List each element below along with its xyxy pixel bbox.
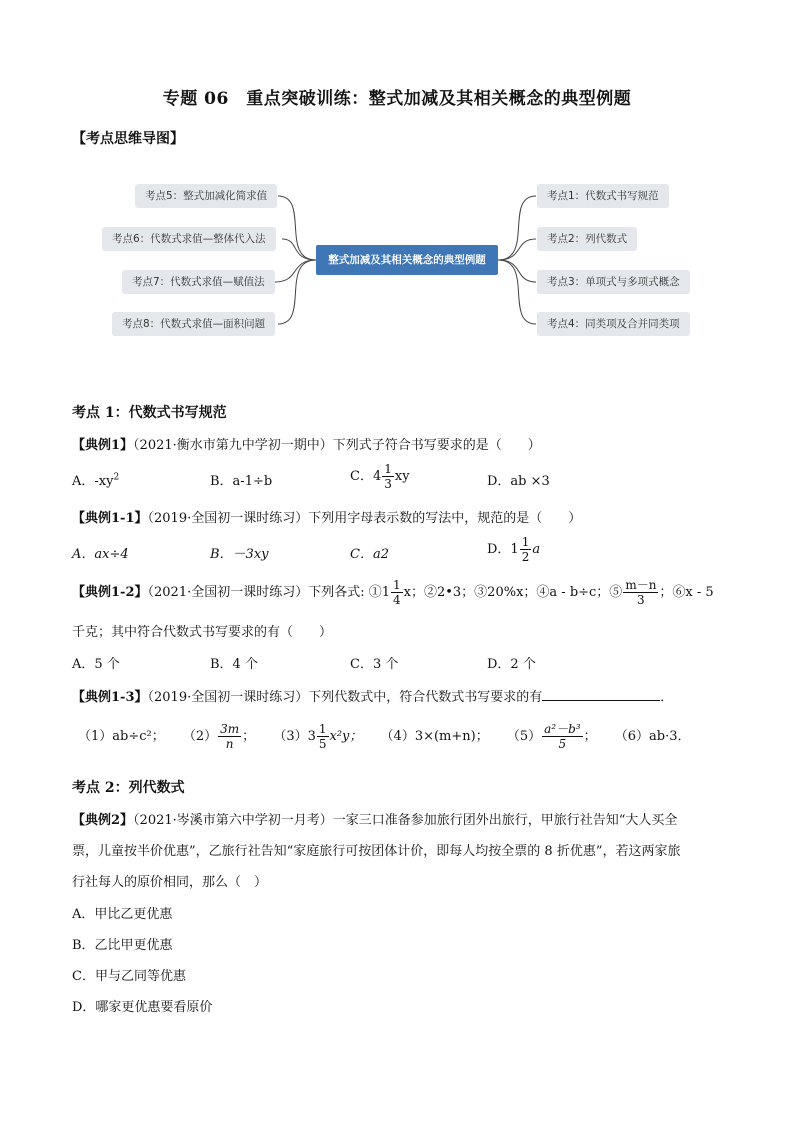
example-2-option-c: C．甲与乙同等优惠: [72, 969, 186, 984]
example-1-1-option-b: B．－3xy: [210, 547, 269, 562]
mindmap-node-right-4: 考点4：同类项及合并同类项: [537, 312, 690, 336]
example-2-question: 【典例2】（2021·岑溪市第六中学初一月考）一家三口准备参加旅行团外出旅行，甲旅行社告知“大人买全: [72, 813, 678, 828]
example-1-2-option-d: D．2 个: [487, 657, 536, 672]
example-text: （2021·衡水市第九中学初一期中）下列式子符合书写要求的是（ ）: [133, 438, 541, 453]
example-1-question: [72, 434, 541, 453]
example-1-1-question: [72, 507, 581, 526]
section1-heading: 考点 1：代数式书写规范: [72, 405, 227, 421]
example-2-option-b: B．乙比甲更优惠: [72, 938, 173, 953]
connector-left-4: [278, 260, 316, 324]
example-1-1-option-a: A．ax÷4: [72, 547, 129, 562]
example-1-option-a: A．$-xy^2$: [72, 472, 120, 489]
fraction: $\frac{1}{5}$: [318, 722, 327, 751]
example-1-2-question-line2: 千克；其中符合代数式书写要求的有（ ）: [72, 625, 333, 640]
example-1-1-option-d: D．1 $\frac{1}{2}$ a: [487, 535, 541, 564]
example-label: 【典例2】: [72, 813, 134, 828]
example-1-option-c: C．4 $\frac{1}{3}$ xy: [350, 462, 410, 491]
example-2-option-a: A．甲比乙更优惠: [72, 907, 173, 922]
fraction: $\frac{1}{3}$: [384, 462, 392, 491]
fraction: $\frac{\text{a²－b³}}{5}$: [544, 722, 581, 751]
example-label: 【典例1-1】: [72, 511, 148, 526]
example-1-3-question: 【典例1-3】（2019·全国初一课时练习）下列代数式中，符合代数式书写要求的有 ．: [72, 690, 674, 705]
example-1-option-b: B．a-1÷b: [210, 474, 273, 489]
mindmap-node-right-2: 考点2：列代数式: [537, 227, 637, 251]
section2-heading: 考点 2：列代数式: [72, 780, 185, 796]
page-title: 专题 06 重点突破训练：整式加减及其相关概念的典型例题: [162, 89, 632, 109]
example-text: （2019·全国初一课时练习）下列用字母表示数的写法中，规范的是（ ）: [147, 511, 582, 526]
example-1-2-option-c: C．3 个: [350, 657, 399, 672]
example-1-option-d: D．ab ×3: [487, 474, 550, 489]
example-2-option-d: D．哪家更优惠要看原价: [72, 1000, 213, 1015]
mindmap-center-node: 整式加减及其相关概念的典型例题: [316, 245, 498, 275]
example-label: 【典例1-3】: [72, 690, 148, 705]
example-label: 【典例1】: [72, 438, 134, 453]
fraction: $\frac{1}{4}$: [393, 578, 401, 607]
mindmap-node-left-2: 考点6：代数式求值—整体代入法: [102, 227, 276, 251]
example-2-question-line2: 票，儿童按半价优惠”，乙旅行社告知“家庭旅行可按团体计价，即每人均按全票的 8 折优惠”，若这两家旅: [72, 844, 681, 859]
example-1-2-option-b: B．4 个: [210, 657, 258, 672]
item-4: （4）3×(m+n)；: [380, 729, 489, 744]
item-6: （6）ab·3．: [614, 729, 691, 744]
example-1-1-option-c: C．a2: [350, 547, 389, 562]
mindmap-node-left-3: 考点7：代数式求值—赋值法: [122, 270, 275, 294]
answer-blank[interactable]: [542, 688, 660, 701]
connector-left-3: [275, 260, 316, 282]
fraction: $\frac{3m}{n}$: [220, 722, 240, 751]
mindmap-heading: 【考点思维导图】: [72, 131, 184, 147]
example-1-3-items: （1）ab÷c²； （2） $\frac{3m}{n}$ ； （3）3 $\frac{1}{5}$ x²y； （4）3×(m+n)； （5） $\frac{\text{a²－b³}}{5}$ ； （6）ab·3．: [78, 722, 691, 751]
mindmap-node-right-3: 考点3：单项式与多项式概念: [537, 270, 690, 294]
example-2-question-line3: 行社每人的原价相同，那么（ ）: [72, 875, 268, 890]
fraction: $\frac{m-n}{3}$: [625, 578, 657, 607]
fraction: $\frac{1}{2}$: [521, 535, 530, 564]
example-label: 【典例1-2】: [72, 585, 148, 600]
connector-right-1: [498, 196, 536, 260]
mindmap-node-left-1: 考点5：整式加减化简求值: [135, 184, 277, 208]
mindmap-node-left-4: 考点8：代数式求值—面积问题: [112, 312, 275, 336]
item-1: （1）ab÷c²；: [78, 729, 165, 744]
mindmap-node-right-1: 考点1：代数式书写规范: [537, 184, 669, 208]
example-1-2-question: 【典例1-2】（2021·全国初一课时练习）下列各式: ①1 $\frac{1}{4}$ x；②2•3；③20%x；④a - b÷c；⑤ $\frac{m-n}{3}$ ；⑥x - 5: [72, 578, 714, 607]
example-1-2-option-a: A．5 个: [72, 657, 120, 672]
